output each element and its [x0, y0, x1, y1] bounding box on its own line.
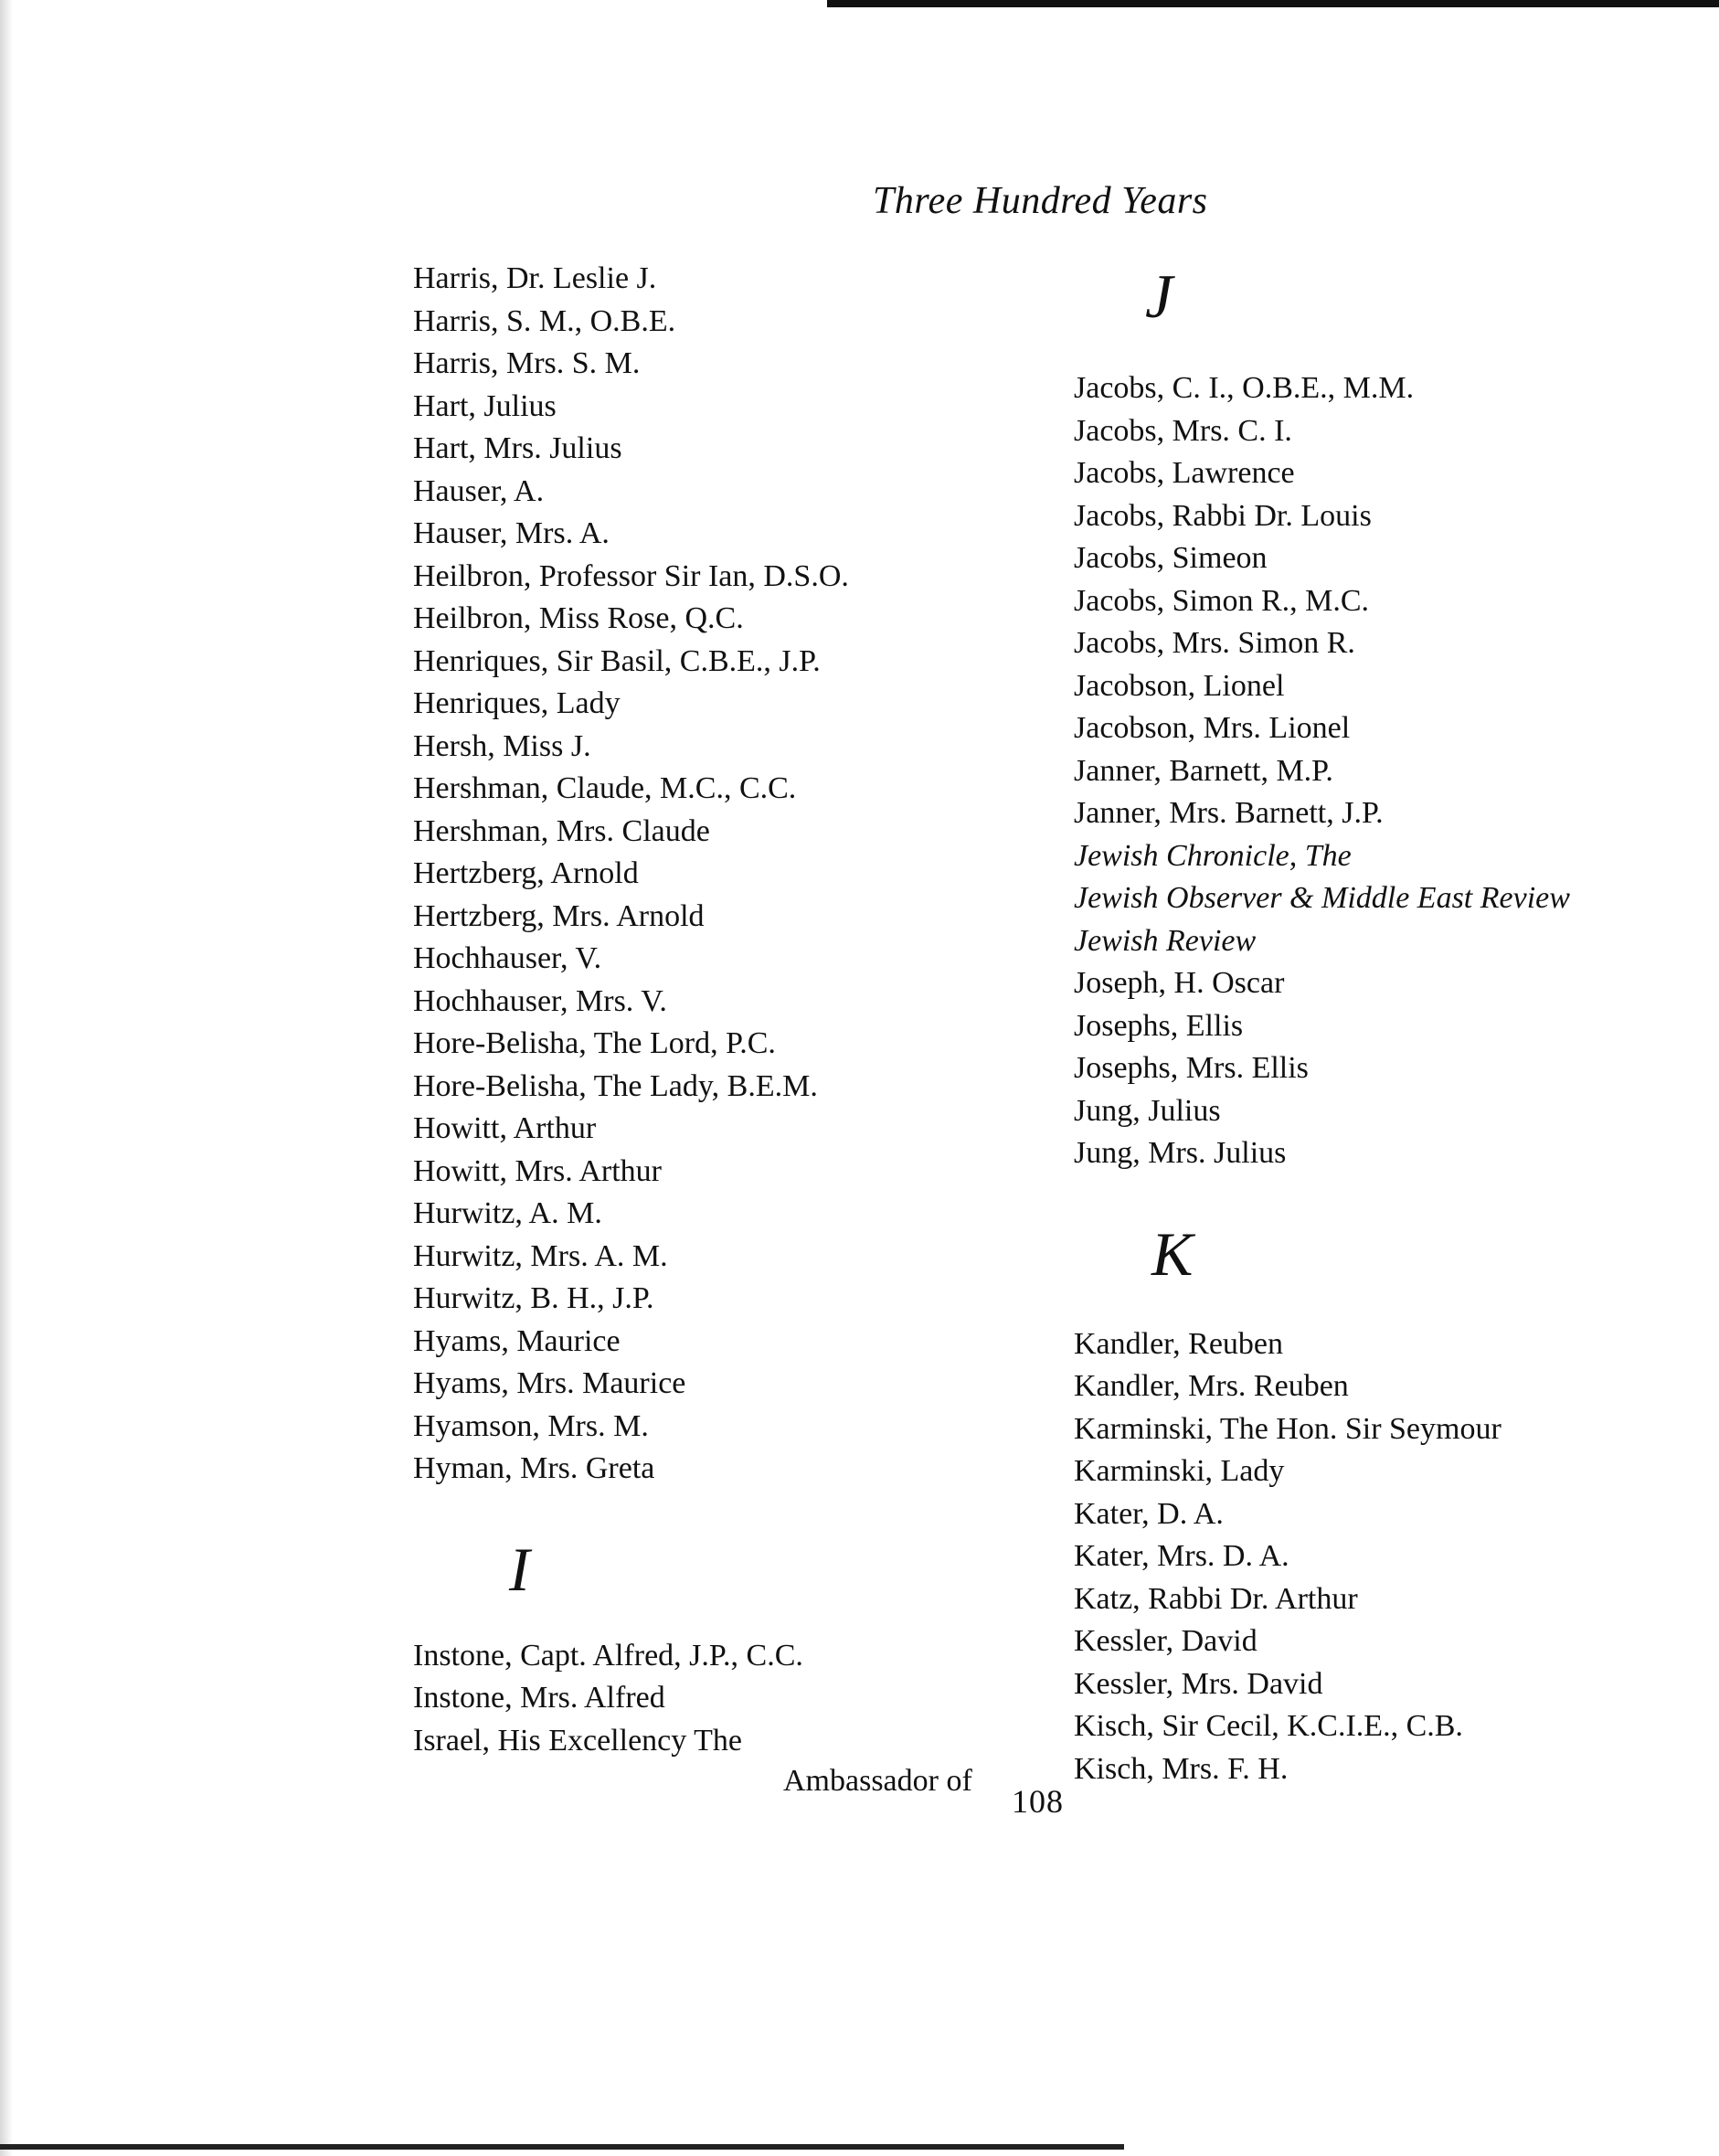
list-entry: Jacobs, C. I., O.B.E., M.M.	[1074, 371, 1415, 405]
list-entry: Karminski, Lady	[1074, 1454, 1285, 1488]
j-entry-list-2	[1074, 962, 1695, 1175]
list-entry: Jewish Observer & Middle East Review	[1074, 881, 1570, 915]
list-entry: Jacobs, Mrs. C. I.	[1074, 413, 1292, 448]
binding-shadow	[0, 0, 13, 2156]
list-entry: Jung, Julius	[1074, 1093, 1221, 1128]
list-entry: Jung, Mrs. Julius	[1074, 1136, 1287, 1170]
list-entry: Hertzberg, Mrs. Arnold	[413, 898, 705, 933]
list-entry: Kisch, Mrs. F. H.	[1074, 1751, 1289, 1786]
list-entry: Jacobs, Simeon	[1074, 541, 1268, 575]
list-entry: Janner, Mrs. Barnett, J.P.	[1074, 796, 1384, 830]
i-entry-list	[413, 1635, 1016, 1763]
list-entry: Jewish Review	[1074, 923, 1257, 958]
list-entry: Instone, Capt. Alfred, J.P., C.C.	[413, 1638, 803, 1673]
j-italic-entry-list	[1074, 835, 1695, 963]
list-entry: Kessler, David	[1074, 1624, 1257, 1658]
list-entry: Josephs, Ellis	[1074, 1008, 1244, 1043]
list-entry: Heilbron, Professor Sir Ian, D.S.O.	[413, 558, 849, 593]
list-entry: Heilbron, Miss Rose, Q.C.	[413, 601, 744, 635]
list-entry: Jacobs, Simon R., M.C.	[1074, 583, 1370, 618]
list-entry: Katz, Rabbi Dr. Arthur	[1074, 1581, 1358, 1616]
j-entry-list	[1074, 367, 1695, 835]
list-entry: Hurwitz, Mrs. A. M.	[413, 1238, 668, 1273]
list-entry: Harris, Mrs. S. M.	[413, 346, 641, 380]
list-entry: Kandler, Reuben	[1074, 1326, 1284, 1361]
list-entry: Hore-Belisha, The Lady, B.E.M.	[413, 1068, 818, 1103]
list-entry: Harris, Dr. Leslie J.	[413, 261, 657, 295]
list-entry: Hyams, Maurice	[413, 1323, 621, 1358]
list-entry: Instone, Mrs. Alfred	[413, 1681, 665, 1715]
list-entry: Jacobson, Mrs. Lionel	[1074, 711, 1351, 745]
list-entry: Kandler, Mrs. Reuben	[1074, 1369, 1349, 1403]
list-entry: Hauser, Mrs. A.	[413, 516, 610, 550]
list-entry: Hertzberg, Arnold	[413, 856, 639, 890]
section-letter-i: I	[509, 1534, 530, 1604]
list-entry: Hurwitz, A. M.	[413, 1196, 602, 1230]
list-entry: Karminski, The Hon. Sir Seymour	[1074, 1411, 1501, 1446]
list-entry: Hyams, Mrs. Maurice	[413, 1366, 686, 1400]
list-entry: Howitt, Mrs. Arthur	[413, 1153, 662, 1188]
list-entry: Josephs, Mrs. Ellis	[1074, 1051, 1309, 1085]
list-entry: Jacobson, Lionel	[1074, 668, 1285, 703]
list-entry: Hyamson, Mrs. M.	[413, 1408, 649, 1443]
bottom-rule	[0, 2144, 1124, 2150]
list-entry: Hauser, A.	[413, 473, 545, 508]
list-entry: Hersh, Miss J.	[413, 728, 591, 763]
list-entry: Hore-Belisha, The Lord, P.C.	[413, 1026, 776, 1060]
k-entry-list	[1074, 1323, 1695, 1791]
running-head: Three Hundred Years	[873, 180, 1208, 222]
list-entry-continuation: Ambassador of	[783, 1764, 972, 1798]
list-entry: Hochhauser, V.	[413, 941, 602, 975]
list-entry: Jacobs, Mrs. Simon R.	[1074, 626, 1355, 660]
list-entry: Howitt, Arthur	[413, 1111, 597, 1145]
list-entry: Jewish Chronicle, The	[1074, 838, 1352, 873]
list-entry: Hart, Julius	[413, 388, 557, 423]
list-entry: Hochhauser, Mrs. V.	[413, 983, 667, 1018]
page-number: 108	[1012, 1783, 1064, 1820]
list-entry: Kisch, Sir Cecil, K.C.I.E., C.B.	[1074, 1709, 1463, 1743]
list-entry: Hershman, Mrs. Claude	[413, 813, 710, 848]
list-entry: Henriques, Sir Basil, C.B.E., J.P.	[413, 643, 821, 678]
section-letter-k: K	[1151, 1218, 1194, 1289]
list-entry: Kater, D. A.	[1074, 1496, 1224, 1531]
list-entry: Janner, Barnett, M.P.	[1074, 753, 1333, 788]
h-entry-list	[413, 258, 1016, 1491]
list-entry: Kater, Mrs. D. A.	[1074, 1539, 1289, 1573]
top-rule	[827, 0, 1719, 7]
list-entry: Harris, S. M., O.B.E.	[413, 303, 676, 338]
list-entry: Kessler, Mrs. David	[1074, 1666, 1323, 1701]
list-entry: Jacobs, Rabbi Dr. Louis	[1074, 498, 1372, 533]
list-entry: Hyman, Mrs. Greta	[413, 1451, 655, 1485]
list-entry: Jacobs, Lawrence	[1074, 456, 1295, 490]
left-column	[413, 258, 1016, 1800]
list-entry: Hershman, Claude, M.C., C.C.	[413, 771, 797, 805]
right-column	[1074, 261, 1695, 1790]
list-entry: Hart, Mrs. Julius	[413, 431, 622, 465]
list-entry: Joseph, H. Oscar	[1074, 966, 1285, 1000]
list-entry: Hurwitz, B. H., J.P.	[413, 1281, 654, 1315]
list-entry: Israel, His Excellency The	[413, 1723, 743, 1758]
section-letter-j: J	[1145, 261, 1173, 331]
list-entry: Henriques, Lady	[413, 686, 621, 720]
